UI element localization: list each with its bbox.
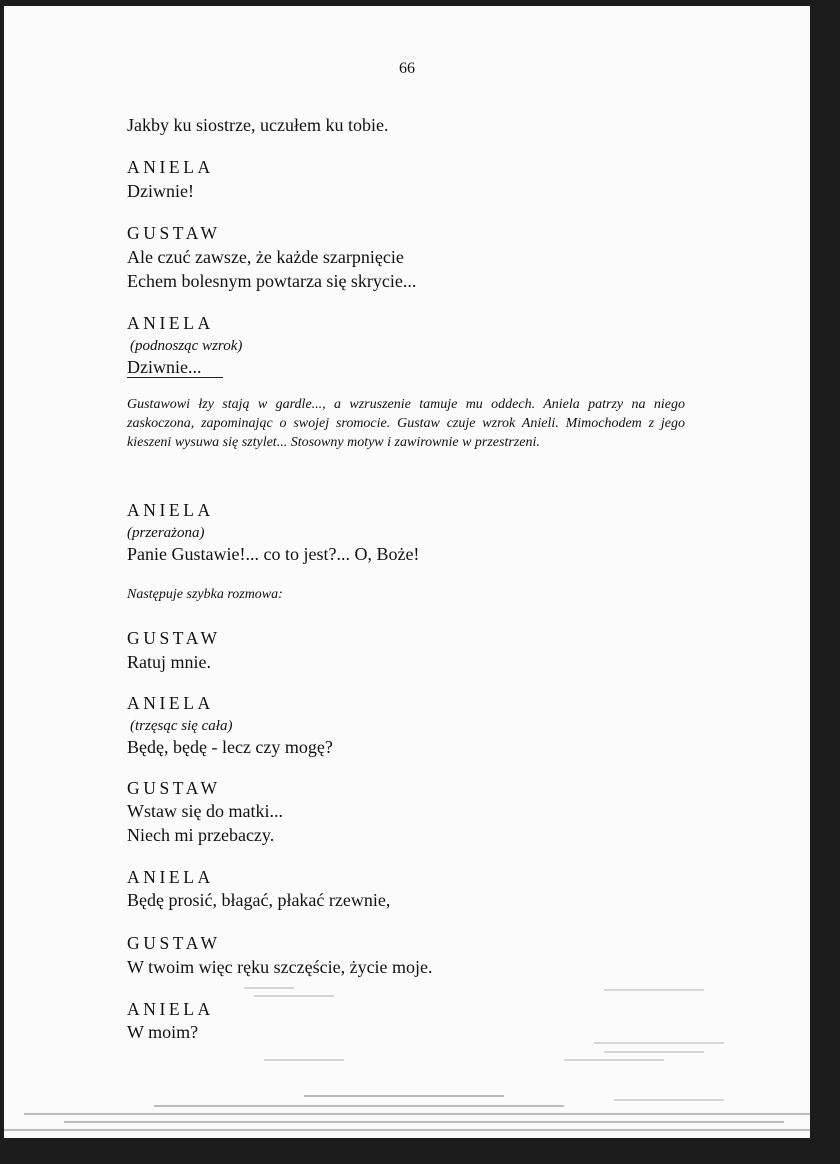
verse-line — [127, 356, 223, 378]
stage-direction-paragraph: Gustawowi łzy stają w gardle..., a wzruszenie tamuje mu oddech. Aniela patrzy na niego zaskoczona, zapominając o swojej sromocie. Gustaw czuje wzrok Anieli. Mimochodem z jego kieszeni wysuwa się sztylet... Stosowny motyw i zawirownie w przestrzeni. — [127, 397, 685, 451]
speaker-name: ANIELA — [127, 313, 214, 333]
verse-line: Wstaw się do matki... — [127, 801, 283, 821]
stage-direction: Następuje szybka rozmowa: — [127, 587, 283, 602]
speaker-name: ANIELA — [127, 500, 214, 520]
speaker-name: ANIELA — [127, 999, 214, 1019]
speaker-name: ANIELA — [127, 867, 214, 887]
verse-line: W twoim więc ręku szczęście, życie moje. — [127, 957, 433, 977]
verse-line: Będę prosić, błagać, płakać rzewnie, — [127, 890, 391, 910]
verse-line: Będę, będę - lecz czy mogę? — [127, 737, 333, 757]
page-number: 66 — [399, 60, 415, 77]
verse-line: Dziwnie! — [127, 181, 194, 201]
speaker-name: GUSTAW — [127, 778, 221, 798]
speaker-name: GUSTAW — [127, 933, 221, 953]
verse-line: Jakby ku siostrze, uczułem ku tobie. — [127, 115, 389, 135]
scan-noise — [4, 838, 810, 1138]
verse-line: Niech mi przebaczy. — [127, 825, 275, 845]
verse-line: Panie Gustawie!... co to jest?... O, Boże! — [127, 544, 420, 564]
speaker-name: GUSTAW — [127, 223, 221, 243]
underlined-text: Dziwnie... — [127, 357, 223, 378]
verse-line: Ratuj mnie. — [127, 652, 211, 672]
stage-direction: (przerażona) — [127, 525, 205, 541]
verse-line: Echem bolesnym powtarza się skrycie... — [127, 271, 417, 291]
speaker-name: ANIELA — [127, 157, 214, 177]
verse-line: W moim? — [127, 1022, 199, 1042]
stage-direction: (podnosząc wzrok) — [130, 338, 243, 354]
speaker-name: ANIELA — [127, 693, 214, 713]
stage-direction: (trzęsąc się cała) — [130, 718, 233, 734]
verse-line: Ale czuć zawsze, że każde szarpnięcie — [127, 247, 404, 267]
speaker-name: GUSTAW — [127, 628, 221, 648]
document-page — [4, 6, 810, 1138]
